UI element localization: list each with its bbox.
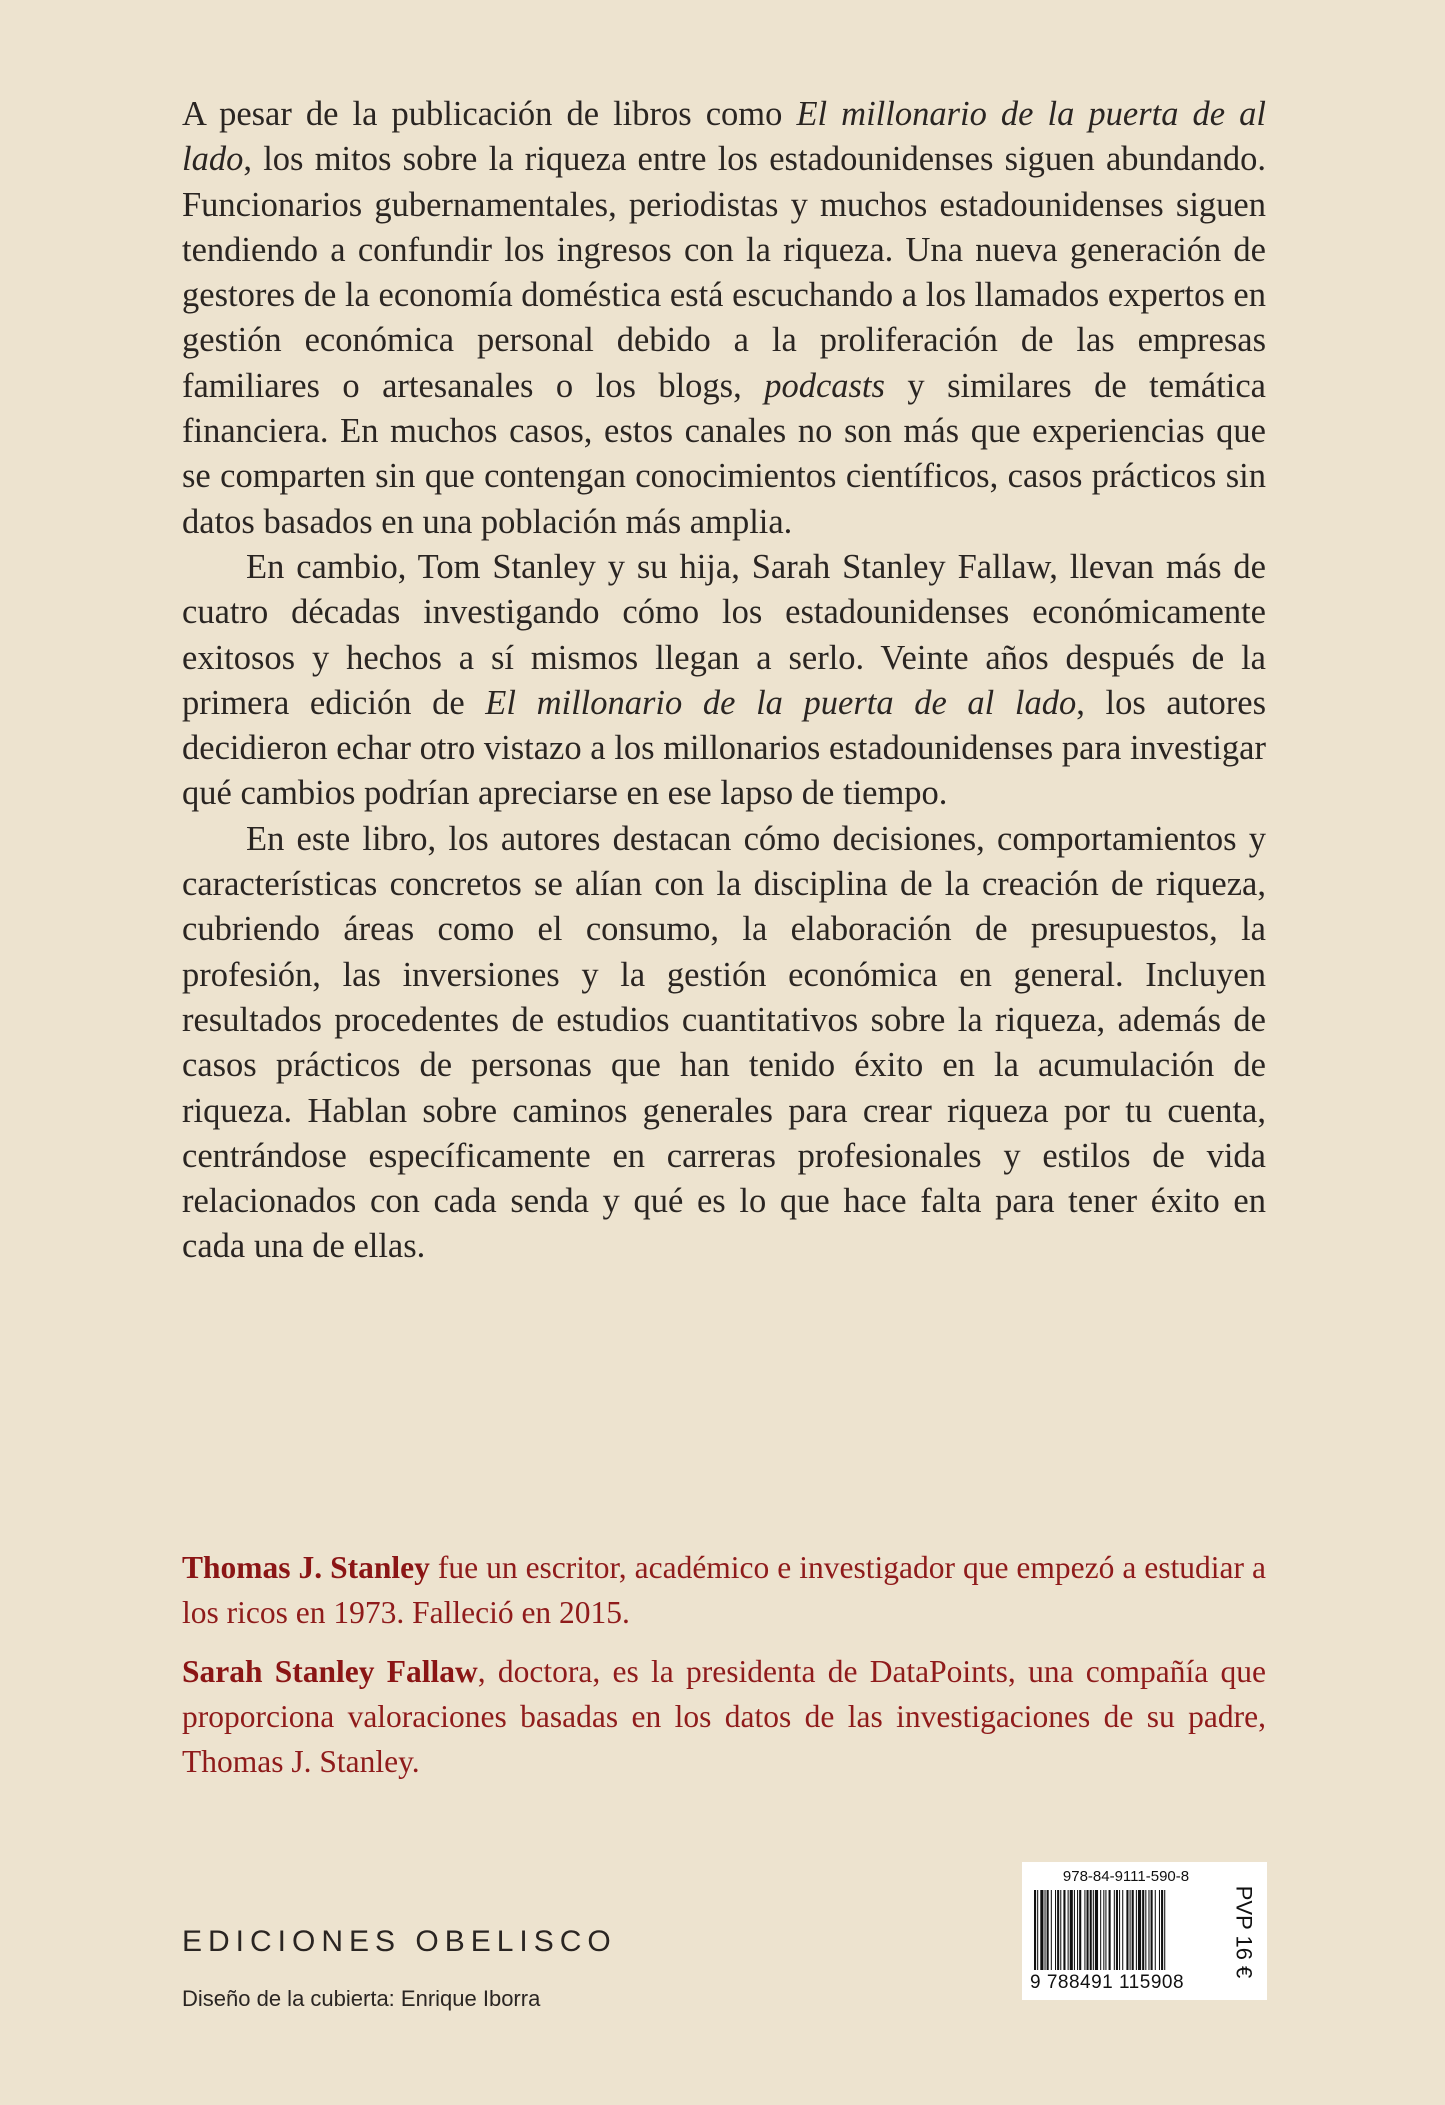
book-title-italic: El millonario de la puerta de al lado: [485, 683, 1077, 722]
author-bio: [182, 1545, 1266, 1635]
podcasts-italic: podcasts: [764, 366, 885, 405]
ean-number: 9 788491 115908: [1030, 1972, 1185, 1993]
price-label: PVP 16 €: [1231, 1885, 1256, 1979]
cover-design-credit: Diseño de la cubierta: Enrique Iborra: [182, 1986, 541, 2011]
price-label-container: [1226, 1872, 1260, 1992]
author-bios: [182, 1545, 1266, 1784]
isbn-number: 978-84-9111-590-8: [1062, 1868, 1190, 1885]
publisher-name: EDICIONES OBELISCO: [182, 1925, 617, 1958]
author-bio: [182, 1649, 1266, 1784]
author-name: Sarah Stanley Fallaw: [182, 1654, 478, 1689]
book-title-italic: El millonario de la puerta de al lado: [182, 95, 1266, 179]
author-bio-text: , doctora, es la presidenta de DataPoints, una compañía que proporciona valoraciones basadas en los datos de las investigaciones de su padre, Thomas J. Stanley.: [182, 1654, 1266, 1779]
blurb-p1-text-b: , los mitos sobre la riqueza entre los estadounidenses siguen abundando. Funcionarios gubernamentales, periodistas y muchos estadounidenses siguen tendiendo a confundir los ingresos con la riqueza. Una nueva generación de gestores de la economía doméstica está escuchando a los llamados expertos en gestión económica personal debido a la proliferación de las empresas familiares o artesanales o los blogs,: [182, 140, 1266, 405]
blurb-p1-text-a: A pesar de la publicación de libros como: [182, 95, 797, 133]
blurb-paragraph-2: [182, 545, 1266, 817]
author-bio-text: fue un escritor, académico e investigador que empezó a estudiar a los ricos en 1973. Falleció en 2015.: [182, 1550, 1266, 1630]
blurb-p2-text-a: En cambio, Tom Stanley y su hija, Sarah Stanley Fallaw, llevan más de cuatro décadas investigando cómo los estadounidenses económicamente exitosos y hechos a sí mismos llegan a serlo. Veinte años después de la primera edición de: [182, 547, 1266, 722]
barcode-label: [1022, 1862, 1267, 2000]
blurb-paragraph-1: [182, 92, 1266, 545]
author-name: Thomas J. Stanley: [182, 1550, 430, 1585]
back-cover-blurb: [182, 92, 1266, 1270]
barcode-bars-icon: [1032, 1890, 1218, 1972]
blurb-p2-text-b: , los autores decidieron echar otro vistazo a los millonarios estadounidenses para investigar qué cambios podrían apreciarse en ese lapso de tiempo.: [182, 683, 1267, 813]
blurb-p1-text-c: y similares de temática financiera. En muchos casos, estos canales no son más que experiencias que se comparten sin que contengan conocimientos científicos, casos prácticos sin datos basados en una población más amplia.: [182, 366, 1266, 541]
blurb-paragraph-3: En este libro, los autores destacan cómo decisiones, comportamientos y características concretos se alían con la disciplina de la creación de riqueza, cubriendo áreas como el consumo, la elaboración de presupuestos, la profesión, las inversiones y la gestión económica en general. Incluyen resultados procedentes de estudios cuantitativos sobre la riqueza, además de casos prácticos de personas que han tenido éxito en la acumulación de riqueza. Hablan sobre caminos generales para crear riqueza por tu cuenta, centrándose específicamente en carreras profesionales y estilos de vida relacionados con cada senda y qué es lo que hace falta para tener éxito en cada una de ellas.: [182, 819, 1266, 1266]
